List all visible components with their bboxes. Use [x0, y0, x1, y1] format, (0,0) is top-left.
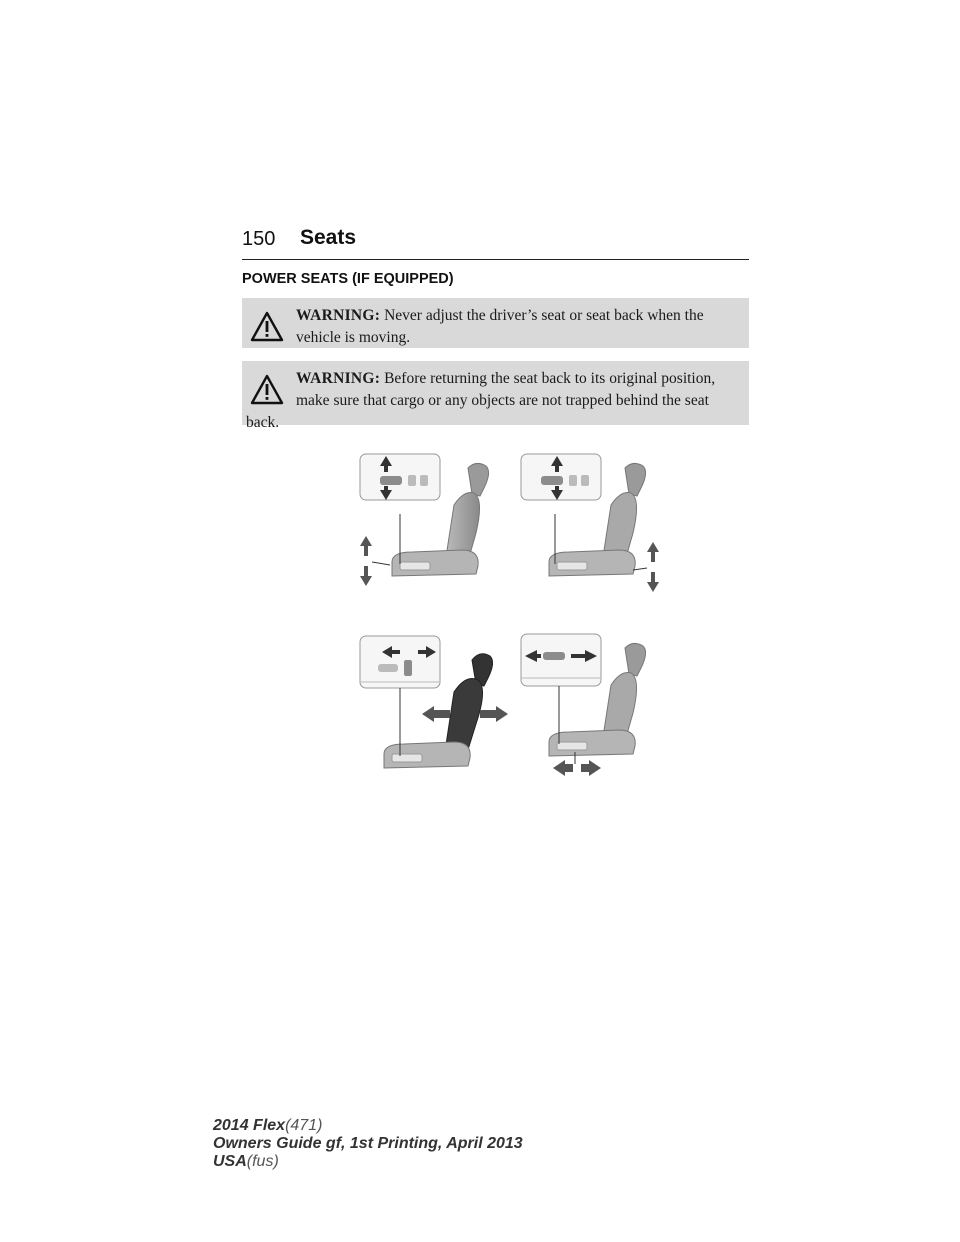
warning-label: WARNING:: [296, 307, 381, 324]
seat-figure-rear-tilt: [515, 450, 665, 595]
warning-box-2: [242, 361, 749, 431]
seat-figure-front-tilt: [350, 450, 500, 595]
footer-market-code: (fus): [246, 1153, 279, 1170]
page-footer: [213, 1117, 523, 1171]
section-title: Seats: [300, 226, 357, 249]
warning-label: WARNING:: [296, 370, 381, 387]
footer-market: USA: [213, 1153, 247, 1170]
warning-triangle-icon: [250, 311, 286, 347]
seat-figure-fore-aft: [515, 630, 665, 780]
warning-box-1: [242, 298, 749, 348]
footer-guide: Owners Guide gf, 1st Printing, April 2013: [213, 1135, 523, 1152]
warning-triangle-icon: [250, 374, 286, 410]
section-heading: POWER SEATS (IF EQUIPPED): [242, 271, 454, 287]
page-number: 150: [242, 228, 276, 250]
warning-text: Never adjust the driver’s seat or seat back when the vehicle is moving.: [296, 307, 704, 346]
footer-model-code: (471): [285, 1117, 323, 1134]
footer-model: 2014 Flex: [213, 1117, 286, 1134]
seat-figure-recline: [350, 630, 510, 780]
header-rule: [242, 259, 749, 260]
warning-text: Before returning the seat back to its original position, make sure that cargo or any objects are not trapped behind the seat back.: [246, 370, 716, 431]
power-seat-illustrations: [340, 445, 660, 785]
